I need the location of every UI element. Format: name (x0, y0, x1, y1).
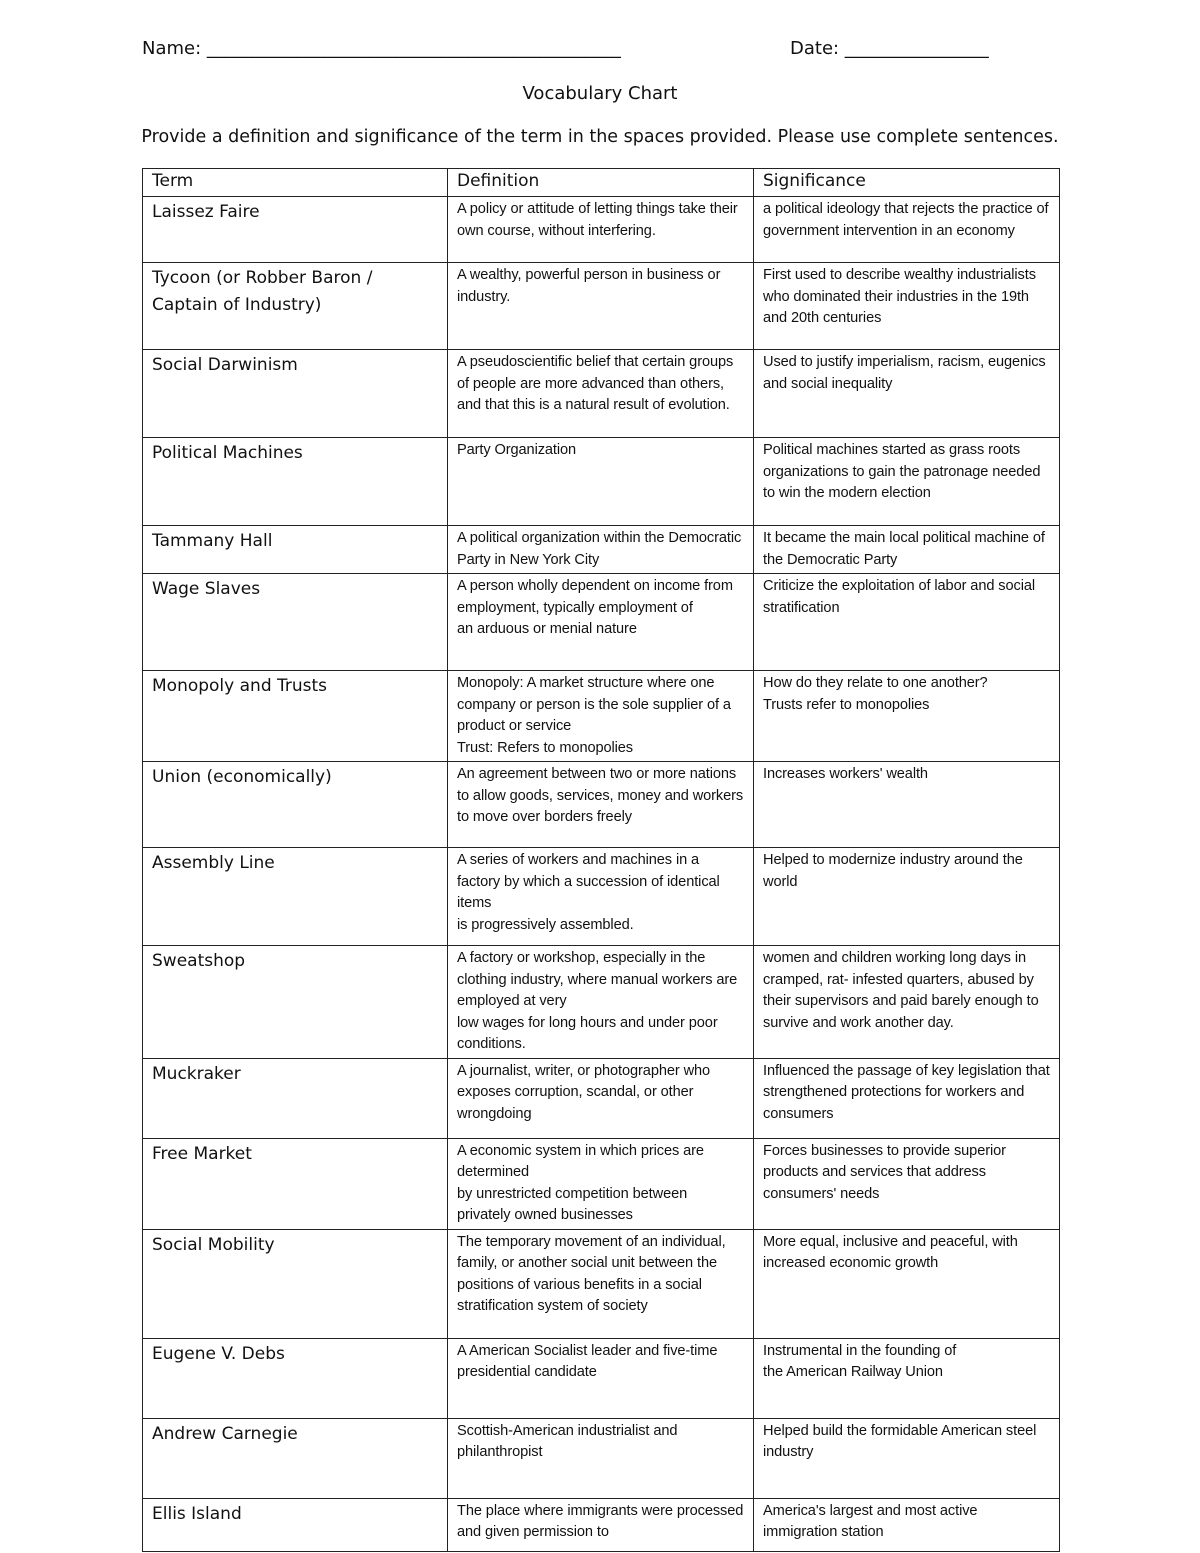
column-header-term: Term (143, 169, 448, 197)
definition-cell: The temporary movement of an individual, family, or another social unit between the positions of various benefits in a social stratification system of society (448, 1229, 754, 1338)
significance-cell: Helped build the formidable American steel industry (754, 1418, 1060, 1498)
definition-cell: An agreement between two or more nations to allow goods, services, money and workers to move over borders freely (448, 762, 754, 848)
table-row (143, 574, 1060, 671)
definition-cell: A economic system in which prices are determined by unrestricted competition between privately owned businesses (448, 1138, 754, 1229)
definition-cell: A American Socialist leader and five-time presidential candidate (448, 1338, 754, 1418)
term-cell: Political Machines (143, 438, 448, 526)
term-cell: Andrew Carnegie (143, 1418, 448, 1498)
column-header-definition: Definition (448, 169, 754, 197)
definition-cell: A political organization within the Democratic Party in New York City (448, 526, 754, 574)
definition-cell: A policy or attitude of letting things take their own course, without interfering. (448, 197, 754, 263)
term-cell: Ellis Island (143, 1498, 448, 1551)
table-row (143, 350, 1060, 438)
significance-cell: First used to describe wealthy industrialists who dominated their industries in the 19th and 20th centuries (754, 263, 1060, 350)
definition-cell: A journalist, writer, or photographer who exposes corruption, scandal, or other wrongdoing (448, 1058, 754, 1138)
definition-cell: The place where immigrants were processed and given permission to (448, 1498, 754, 1551)
term-cell: Tammany Hall (143, 526, 448, 574)
significance-cell: Helped to modernize industry around the world (754, 848, 1060, 946)
table-row (143, 762, 1060, 848)
significance-cell: Instrumental in the founding of the American Railway Union (754, 1338, 1060, 1418)
instructions: Provide a definition and significance of the term in the spaces provided. Please use complete sentences. (141, 127, 1059, 147)
table-row (143, 848, 1060, 946)
header (142, 38, 1062, 59)
vocabulary-table (142, 168, 1060, 1552)
significance-cell: Forces businesses to provide superior products and services that address consumers' needs (754, 1138, 1060, 1229)
significance-cell: More equal, inclusive and peaceful, with increased economic growth (754, 1229, 1060, 1338)
table-row (143, 1338, 1060, 1418)
term-cell: Union (economically) (143, 762, 448, 848)
definition-cell: A factory or workshop, especially in the clothing industry, where manual workers are employed at very low wages for long hours and under poor conditions. (448, 946, 754, 1059)
term-cell: Sweatshop (143, 946, 448, 1059)
significance-cell: How do they relate to one another? Trusts refer to monopolies (754, 671, 1060, 762)
column-header-significance: Significance (754, 169, 1060, 197)
table-row (143, 526, 1060, 574)
table-row (143, 1418, 1060, 1498)
significance-cell: women and children working long days in cramped, rat- infested quarters, abused by their supervisors and paid barely enough to survive and work another day. (754, 946, 1060, 1059)
term-cell: Monopoly and Trusts (143, 671, 448, 762)
significance-cell: Criticize the exploitation of labor and social stratification (754, 574, 1060, 671)
table-row (143, 263, 1060, 350)
name-field-line: Name: ______________________________________________ (142, 38, 621, 59)
date-field-line: Date: ________________ (790, 38, 989, 59)
definition-cell: Monopoly: A market structure where one company or person is the sole supplier of a product or service Trust: Refers to monopolies (448, 671, 754, 762)
term-cell: Assembly Line (143, 848, 448, 946)
term-cell: Wage Slaves (143, 574, 448, 671)
table-row (143, 1138, 1060, 1229)
table-row (143, 438, 1060, 526)
significance-cell: a political ideology that rejects the practice of government intervention in an economy (754, 197, 1060, 263)
definition-cell: Party Organization (448, 438, 754, 526)
table-row (143, 946, 1060, 1059)
significance-cell: Political machines started as grass roots organizations to gain the patronage needed to win the modern election (754, 438, 1060, 526)
page-title: Vocabulary Chart (522, 83, 678, 104)
significance-cell: Influenced the passage of key legislation that strengthened protections for workers and consumers (754, 1058, 1060, 1138)
definition-cell: Scottish-American industrialist and philanthropist (448, 1418, 754, 1498)
definition-cell: A wealthy, powerful person in business or industry. (448, 263, 754, 350)
table-row (143, 1229, 1060, 1338)
significance-cell: Used to justify imperialism, racism, eugenics and social inequality (754, 350, 1060, 438)
significance-cell: It became the main local political machine of the Democratic Party (754, 526, 1060, 574)
table-row (143, 1498, 1060, 1551)
term-cell: Free Market (143, 1138, 448, 1229)
term-cell: Tycoon (or Robber Baron / Captain of Industry) (143, 263, 448, 350)
table-row (143, 671, 1060, 762)
definition-cell: A series of workers and machines in a factory by which a succession of identical items is progressively assembled. (448, 848, 754, 946)
significance-cell: Increases workers' wealth (754, 762, 1060, 848)
significance-cell: America's largest and most active immigration station (754, 1498, 1060, 1551)
table-header-row (143, 169, 1060, 197)
term-cell: Muckraker (143, 1058, 448, 1138)
definition-cell: A pseudoscientific belief that certain groups of people are more advanced than others, and that this is a natural result of evolution. (448, 350, 754, 438)
table-row (143, 197, 1060, 263)
term-cell: Social Darwinism (143, 350, 448, 438)
table-row (143, 1058, 1060, 1138)
definition-cell: A person wholly dependent on income from employment, typically employment of an arduous or menial nature (448, 574, 754, 671)
term-cell: Social Mobility (143, 1229, 448, 1338)
term-cell: Laissez Faire (143, 197, 448, 263)
term-cell: Eugene V. Debs (143, 1338, 448, 1418)
